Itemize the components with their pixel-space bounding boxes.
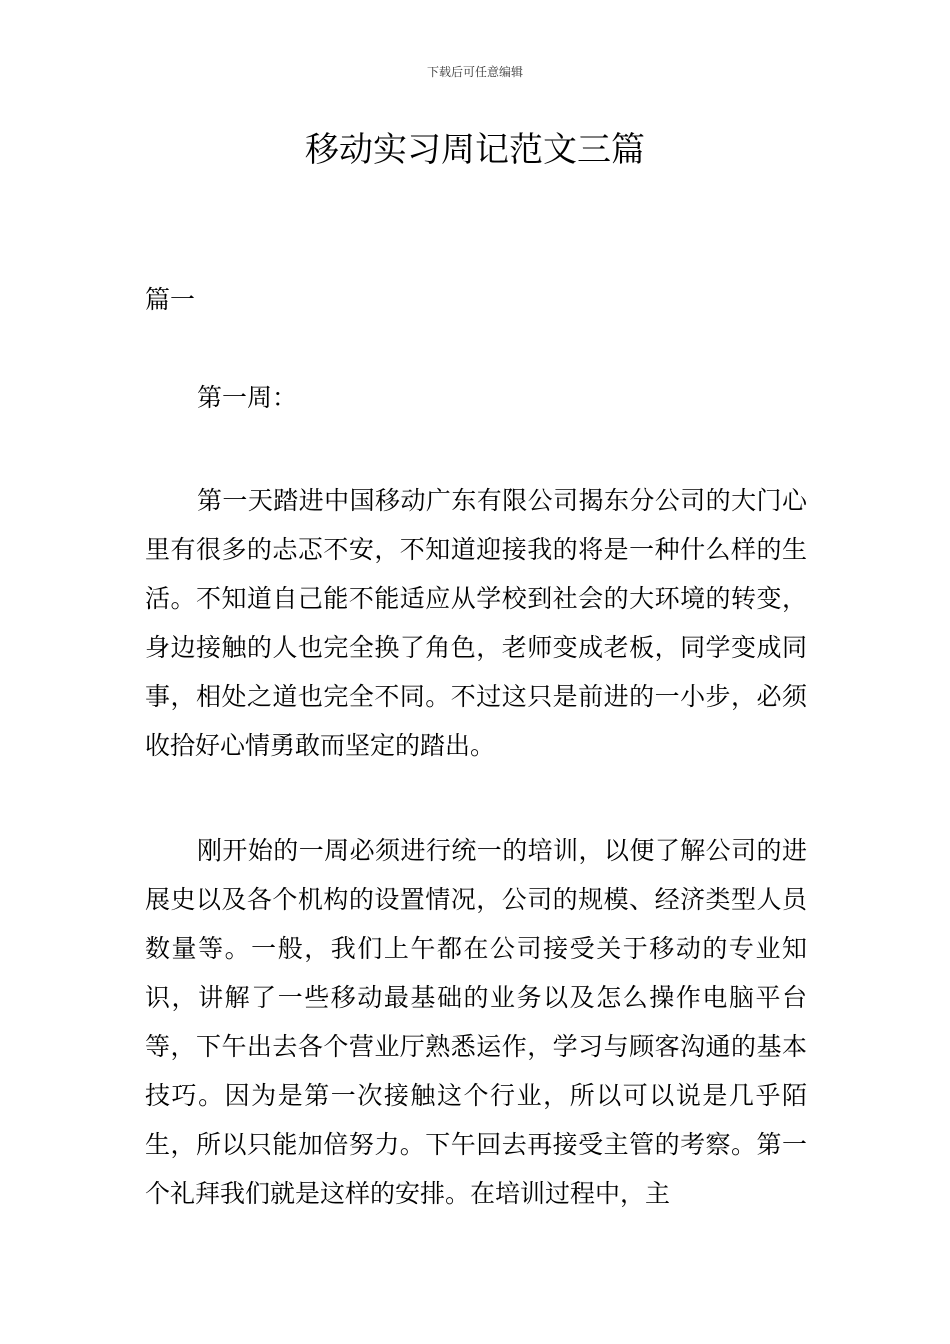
week-heading: 第一周： bbox=[197, 383, 298, 412]
body-paragraph-2: 刚开始的一周必须进行统一的培训，以便了解公司的进展史以及各个机构的设置情况，公司的规模、经济类型人员数量等。一般，我们上午都在公司接受关于移动的专业知识，讲解了一些移动最基础的业务以及怎么操作电脑平台等，下午出去各个营业厅熟悉运作，学习与顾客沟通的基本技巧。因为是第一次接触这个行业，所以可以说是几乎陌生，所以只能加倍努力。下午回去再接受主管的考察。第一个礼拜我们就是这样的安排。在培训过程中，主 bbox=[145, 836, 807, 1208]
section-heading: 篇一 bbox=[145, 285, 196, 314]
page-header-note: 下载后可任意编辑 bbox=[426, 65, 523, 79]
body-paragraph-1: 第一天踏进中国移动广东有限公司揭东分公司的大门心里有很多的忐忑不安，不知道迎接我的将是一种什么样的生活。不知道自己能不能适应从学校到社会的大环境的转变，身边接触的人也完全换了角色，老师变成老板，同学变成同事，相处之道也完全不同。不过这只是前进的一小步，必须收拾好心情勇敢而坚定的踏出。 bbox=[145, 486, 807, 760]
document-title: 移动实习周记范文三篇 bbox=[305, 130, 645, 170]
